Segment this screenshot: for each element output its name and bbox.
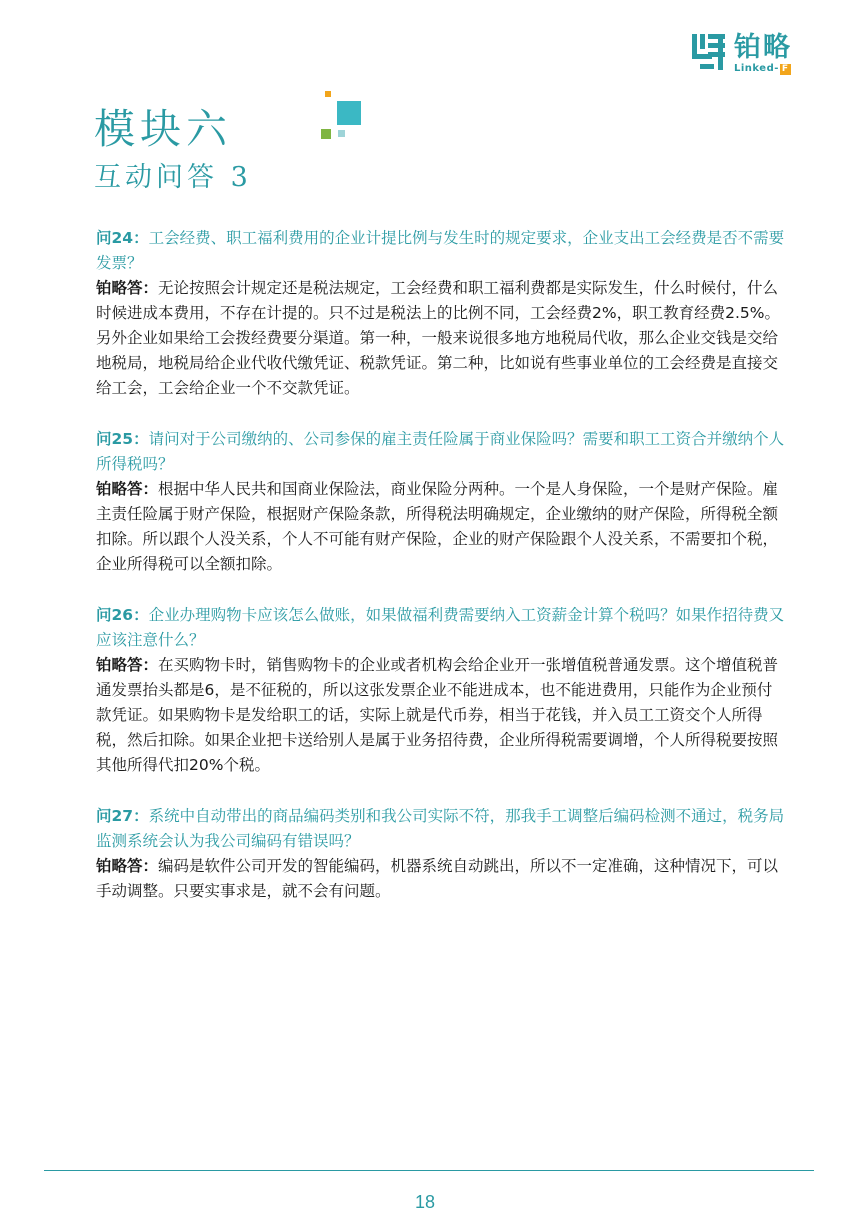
page-number: 18 (414, 1192, 436, 1212)
question-text: 企业办理购物卡应该怎么做账，如果做福利费需要纳入工资薪金计算个税吗？如果作招待费又应该注意什么？ (96, 606, 785, 649)
qa-list (96, 226, 786, 930)
answer-label: 铂略答： (96, 857, 159, 875)
answer-label: 铂略答： (96, 279, 159, 297)
answer-text: 无论按照会计规定还是税法规定，工会经费和职工福利费都是实际发生，什么时候付，什么时候进成本费用，不存在计提的。只不过是税法上的比例不同，工会经费2%，职工教育经费2.5%。另外企业如果给工会拨经费要分渠道。第一种，一般来说很多地方地税局代收，那么企业交钱是交给地税局，地税局给企业代收代缴凭证、税款凭证。第二种，比如说有些事业单位的工会经费是直接交给工会，工会给企业一个不交款凭证。 (96, 279, 780, 397)
question (96, 427, 786, 477)
logo-en-label: Linked- (734, 63, 779, 74)
answer-label: 铂略答： (96, 480, 159, 498)
question-text: 工会经费、职工福利费用的企业计提比例与发生时的规定要求，企业支出工会经费是否不需要发票？ (96, 229, 785, 272)
answer-label: 铂略答： (96, 656, 159, 674)
question (96, 226, 786, 276)
qa-item (96, 603, 786, 778)
qa-item (96, 804, 786, 904)
decor-square-orange (325, 91, 331, 97)
qa-item (96, 427, 786, 577)
logo-mark-icon (692, 32, 726, 72)
footer-divider (44, 1170, 814, 1171)
logo-en-badge: F (781, 64, 789, 74)
question-text: 请问对于公司缴纳的、公司参保的雇主责任险属于商业保险吗？需要和职工工资合并缴纳个人所得税吗？ (96, 430, 785, 473)
question (96, 603, 786, 653)
answer (96, 854, 786, 904)
brand-logo (692, 32, 812, 76)
page-subtitle: 互动问答 3 (94, 162, 252, 193)
question-text: 系统中自动带出的商品编码类别和我公司实际不符，那我手工调整后编码检测不通过，税务局监测系统会认为我公司编码有错误吗？ (96, 807, 785, 850)
answer-text: 编码是软件公司开发的智能编码，机器系统自动跳出，所以不一定准确，这种情况下，可以手动调整。只要实事求是，就不会有问题。 (96, 857, 779, 900)
decor-square-green (321, 129, 331, 139)
answer-text: 在买购物卡时，销售购物卡的企业或者机构会给企业开一张增值税普通发票。这个增值税普通发票抬头都是6，是不征税的，所以这张发票企业不能进成本，也不能进费用，只能作为企业预付款凭证。如果购物卡是发给职工的话，实际上就是代币券，相当于花钱，并入员工工资交个人所得税，然后扣除。如果企业把卡送给别人是属于业务招待费，企业所得税需要调增，个人所得税要按照其他所得代扣20%个税。 (96, 656, 779, 774)
qa-item (96, 226, 786, 401)
question-label: 问26： (96, 606, 149, 624)
page-title: 模块六 (94, 105, 232, 153)
question-label: 问24： (96, 229, 149, 247)
answer (96, 276, 786, 401)
logo-en-text (734, 63, 791, 75)
decor-square-teal (337, 101, 361, 125)
question-label: 问25： (96, 430, 149, 448)
answer (96, 653, 786, 778)
answer (96, 477, 786, 577)
answer-text: 根据中华人民共和国商业保险法，商业保险分两种。一个是人身保险，一个是财产保险。雇主责任险属于财产保险，根据财产保险条款，所得税法明确规定，企业缴纳的财产保险，所得税全额扣除。所以跟个人没关系，个人不可能有财产保险，企业的财产保险跟个人没关系，不需要扣个税，企业所得税可以全额扣除。 (96, 480, 779, 573)
question-label: 问27： (96, 807, 149, 825)
decor-square-light (338, 130, 345, 137)
logo-cn-text: 铂略 (734, 32, 792, 63)
question (96, 804, 786, 854)
